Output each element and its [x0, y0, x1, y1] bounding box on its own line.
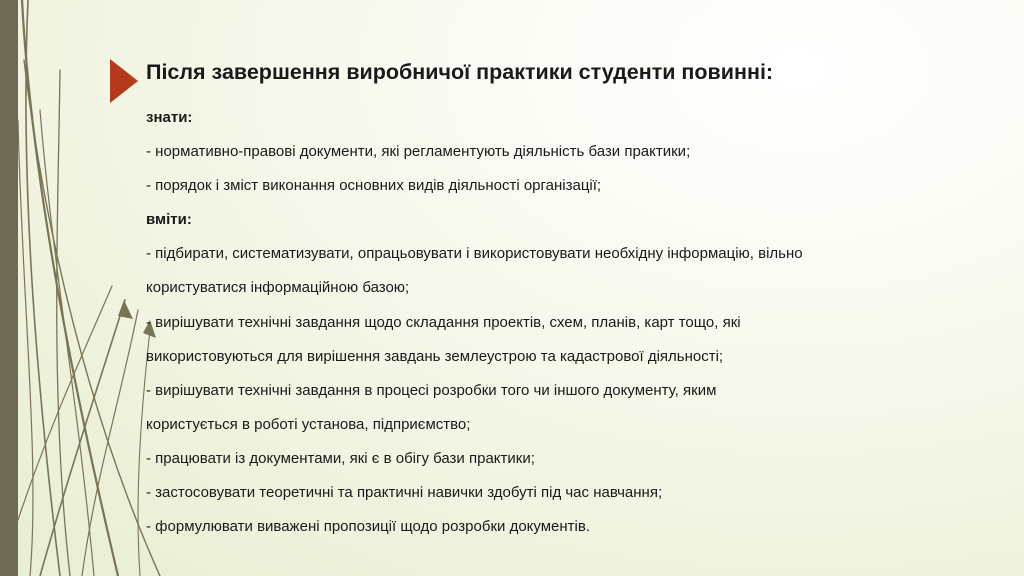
can-item-line: - формулювати виважені пропозиції щодо розробки документів. [146, 518, 591, 536]
can-item-line: - вирішувати технічні завдання щодо складання проектів, схем, планів, карт тощо, які [146, 313, 741, 331]
can-item-line: - застосовувати теоретичні та практичні навички здобуті під час навчання; [146, 484, 663, 502]
can-item-line: - працювати із документами, які є в обігу бази практики; [146, 449, 535, 467]
can-item-line: користуватися інформаційною базою; [146, 279, 410, 297]
know-item: - нормативно-правові документи, які регламентують діяльність бази практики; [146, 143, 691, 161]
can-item-line: використовуються для вирішення завдань землеустрою та кадастрової діяльності; [146, 347, 724, 365]
can-item-line: користується в роботі установа, підприємство; [146, 415, 471, 433]
title-arrow-icon [110, 59, 138, 103]
slide-title: Після завершення виробничої практики студенти повинні: [146, 60, 774, 84]
can-heading: вміти: [146, 211, 192, 229]
can-item-line: - підбирати, систематизувати, опрацьовувати і використовувати необхідну інформацію, вільно [146, 245, 803, 263]
know-item: - порядок і зміст виконання основних видів діяльності організації; [146, 177, 602, 195]
slide-content [146, 101, 996, 544]
can-item-line: - вирішувати технічні завдання в процесі розробки того чи іншого документу, яким [146, 381, 717, 399]
know-heading: знати: [146, 109, 193, 126]
